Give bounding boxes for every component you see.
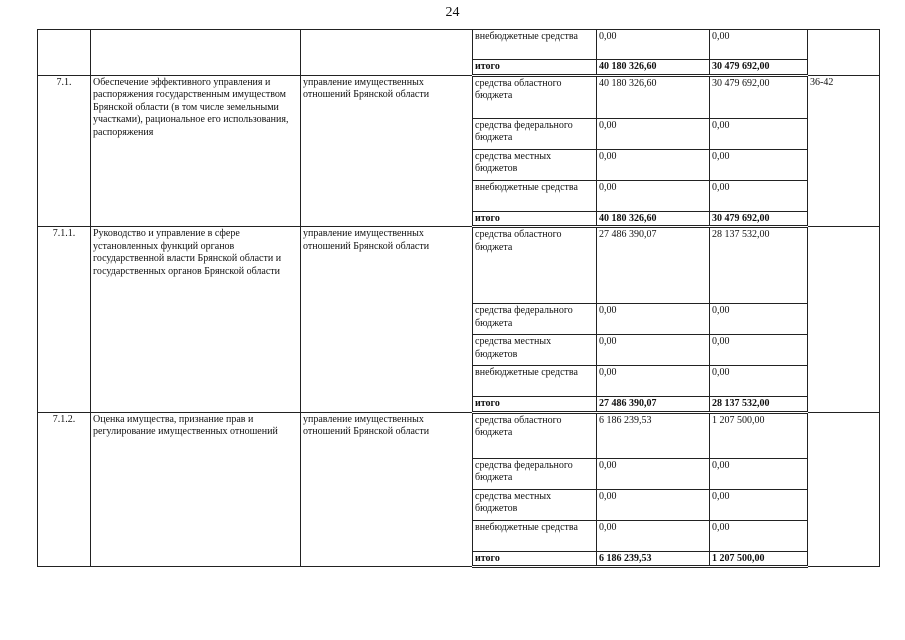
value-cell: 28 137 532,00 <box>710 227 808 304</box>
value-cell: 1 207 500,00 <box>710 412 808 458</box>
source-label: средства областного бюджета <box>473 227 597 304</box>
source-label: внебюджетные средства <box>473 30 597 60</box>
source-label: внебюджетные средства <box>473 520 597 551</box>
value-cell: 0,00 <box>710 335 808 366</box>
item-name: Оценка имущества, признание прав и регулирование имущественных отношений <box>91 412 301 567</box>
source-label: средства федерального бюджета <box>473 118 597 149</box>
source-label: внебюджетные средства <box>473 180 597 211</box>
item-name: Обеспечение эффективного управления и распоряжения государственным имуществом Брянской области (в том числе земельными участками), рациональное его использования, распоряжения <box>91 75 301 227</box>
total-label: итого <box>473 551 597 567</box>
source-label: средства областного бюджета <box>473 75 597 118</box>
value-cell: 0,00 <box>597 30 710 60</box>
budget-table <box>37 29 880 568</box>
value-cell: 0,00 <box>597 180 710 211</box>
table-row <box>38 30 880 60</box>
table-row <box>38 75 880 118</box>
item-name: Руководство и управление в сфере установленных функций органов государственной власти Брянской области и государственных органов Брянской области <box>91 227 301 413</box>
source-label: средства федерального бюджета <box>473 458 597 489</box>
value-cell: 0,00 <box>597 366 710 397</box>
empty-pages-cell <box>808 30 880 76</box>
total-value: 28 137 532,00 <box>710 397 808 413</box>
total-value: 27 486 390,07 <box>597 397 710 413</box>
page-number: 24 <box>445 5 460 20</box>
value-cell: 0,00 <box>710 180 808 211</box>
value-cell: 0,00 <box>597 489 710 520</box>
value-cell: 40 180 326,60 <box>597 75 710 118</box>
value-cell: 0,00 <box>597 149 710 180</box>
source-label: средства местных бюджетов <box>473 149 597 180</box>
item-pages <box>808 227 880 413</box>
value-cell: 0,00 <box>710 30 808 60</box>
total-value: 40 180 326,60 <box>597 60 710 76</box>
value-cell: 6 186 239,53 <box>597 412 710 458</box>
total-value: 30 479 692,00 <box>710 211 808 227</box>
item-number: 7.1.1. <box>38 227 91 413</box>
total-label: итого <box>473 211 597 227</box>
item-pages <box>808 412 880 567</box>
source-label: внебюджетные средства <box>473 366 597 397</box>
value-cell: 0,00 <box>710 118 808 149</box>
value-cell: 0,00 <box>710 149 808 180</box>
total-value: 40 180 326,60 <box>597 211 710 227</box>
item-number: 7.1.2. <box>38 412 91 567</box>
total-value: 6 186 239,53 <box>597 551 710 567</box>
source-label: средства местных бюджетов <box>473 489 597 520</box>
value-cell: 0,00 <box>597 458 710 489</box>
value-cell: 0,00 <box>710 520 808 551</box>
total-label: итого <box>473 397 597 413</box>
value-cell: 0,00 <box>597 520 710 551</box>
empty-num-cell <box>38 30 91 76</box>
table-row <box>38 227 880 304</box>
table-row <box>38 412 880 458</box>
value-cell: 30 479 692,00 <box>710 75 808 118</box>
source-label: средства местных бюджетов <box>473 335 597 366</box>
value-cell: 0,00 <box>597 304 710 335</box>
item-number: 7.1. <box>38 75 91 227</box>
value-cell: 0,00 <box>710 458 808 489</box>
item-pages: 36-42 <box>808 75 880 227</box>
empty-executor-cell <box>301 30 473 76</box>
value-cell: 27 486 390,07 <box>597 227 710 304</box>
empty-name-cell <box>91 30 301 76</box>
total-value: 1 207 500,00 <box>710 551 808 567</box>
value-cell: 0,00 <box>710 366 808 397</box>
value-cell: 0,00 <box>710 304 808 335</box>
item-executor: управление имущественных отношений Брянской области <box>301 227 473 413</box>
value-cell: 0,00 <box>597 335 710 366</box>
total-label: итого <box>473 60 597 76</box>
item-executor: управление имущественных отношений Брянской области <box>301 412 473 567</box>
total-value: 30 479 692,00 <box>710 60 808 76</box>
source-label: средства областного бюджета <box>473 412 597 458</box>
source-label: средства федерального бюджета <box>473 304 597 335</box>
value-cell: 0,00 <box>597 118 710 149</box>
value-cell: 0,00 <box>710 489 808 520</box>
item-executor: управление имущественных отношений Брянской области <box>301 75 473 227</box>
